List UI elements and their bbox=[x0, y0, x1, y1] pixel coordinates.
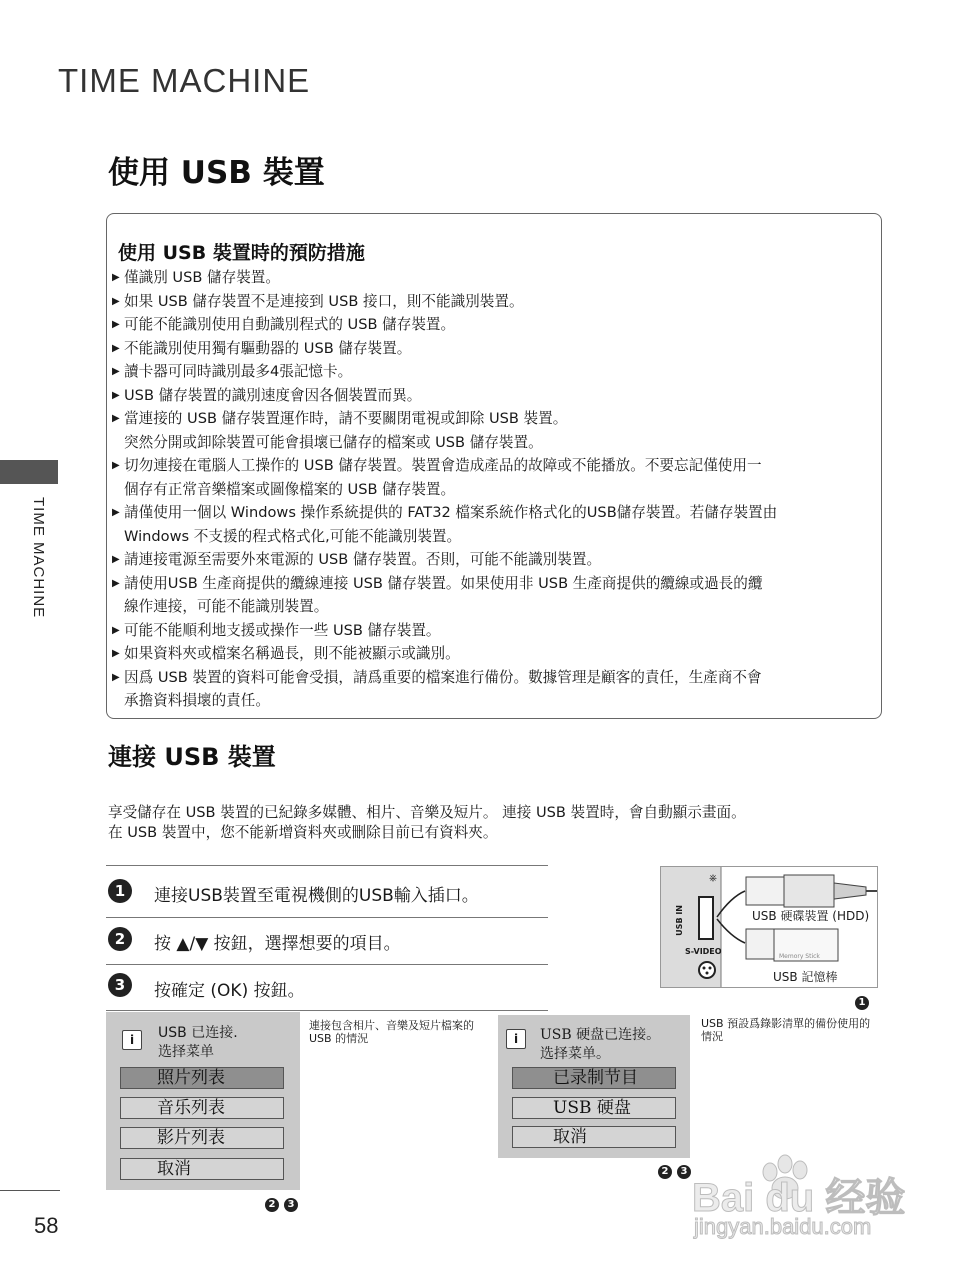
caption-right: USB 預設爲錄影清單的備份使用的 情況 bbox=[701, 1017, 871, 1043]
menu-item-photo-list[interactable]: 照片列表 bbox=[120, 1067, 284, 1089]
list-item: ▶ USB 儲存裝置的識別速度會因各個裝置而異。 bbox=[112, 384, 877, 408]
triangle-bullet-icon: ▶ bbox=[112, 671, 120, 683]
list-item: ▶ 切勿連接在電腦人工操作的 USB 儲存裝置。裝置會造成產品的故障或不能播放。不要忘記僅使用一 個存有正常音樂檔案或圖像檔案的 USB 儲存裝置。 bbox=[112, 454, 877, 501]
intro-line: 在 USB 裝置中，您不能新增資料夾或刪除目前已有資料夾。 bbox=[108, 824, 498, 841]
precautions-list bbox=[112, 266, 877, 713]
step-divider bbox=[106, 1010, 548, 1011]
step-number-3: 3 bbox=[108, 973, 132, 997]
step-marker-2: 2 bbox=[658, 1165, 672, 1179]
intro-line: 享受儲存在 USB 裝置的已紀錄多媒體、相片、音樂及短片。 連接 USB 裝置時，會自動顯示畫面。 bbox=[108, 804, 746, 821]
page-number: 58 bbox=[34, 1213, 59, 1238]
menu-title: USB 硬盘已连接。 选择菜单。 bbox=[540, 1027, 661, 1062]
connect-intro bbox=[108, 803, 888, 843]
step-marker-3: 3 bbox=[677, 1165, 691, 1179]
step-divider bbox=[106, 865, 548, 866]
step-marker-3: 3 bbox=[284, 1198, 298, 1212]
list-item: ▶ 可能不能順利地支援或操作一些 USB 儲存裝置。 bbox=[112, 619, 877, 643]
step-marker-1: 1 bbox=[855, 996, 869, 1010]
usb-menu-panel-right bbox=[498, 1015, 690, 1158]
menu-item-cancel[interactable]: 取消 bbox=[512, 1126, 676, 1148]
info-icon: i bbox=[506, 1029, 526, 1049]
triangle-bullet-icon: ▶ bbox=[112, 507, 120, 518]
step-text-1: 連接USB裝置至電視機側的USB輸入插口。 bbox=[154, 886, 479, 906]
side-section-label: TIME MACHINE bbox=[30, 497, 47, 619]
menu-item-usb-hdd[interactable]: USB 硬盘 bbox=[512, 1097, 676, 1119]
info-icon: i bbox=[122, 1030, 142, 1050]
svideo-port-label: S-VIDEO bbox=[685, 947, 722, 956]
svg-text:⎈: ⎈ bbox=[709, 873, 717, 884]
list-item: ▶ 請使用USB 生產商提供的纜線連接 USB 儲存裝置。如果使用非 USB 生產商提供的纜線或過長的纜 線作連接，可能不能識別裝置。 bbox=[112, 572, 877, 619]
triangle-bullet-icon: ▶ bbox=[112, 577, 120, 589]
list-item: ▶ 如果 USB 儲存裝置不是連接到 USB 接口，則不能識別裝置。 bbox=[112, 290, 877, 314]
side-tab-marker bbox=[0, 460, 58, 484]
menu-item-recorded-programs[interactable]: 已录制节目 bbox=[512, 1067, 676, 1089]
memory-stick-label: Memory Stick bbox=[779, 953, 820, 960]
usb-in-port-label: USB IN bbox=[675, 905, 684, 936]
list-item: ▶ 僅識別 USB 儲存裝置。 bbox=[112, 266, 877, 290]
step-divider bbox=[106, 917, 548, 918]
list-item: ▶ 可能不能識別使用自動識別程式的 USB 儲存裝置。 bbox=[112, 313, 877, 337]
usb-menu-panel-left bbox=[106, 1012, 300, 1190]
list-item: ▶ 當連接的 USB 儲存裝置運作時，請不要關閉電視或卸除 USB 裝置。 突然分開或卸除裝置可能會損壞已儲存的檔案或 USB 儲存裝置。 bbox=[112, 407, 877, 454]
triangle-bullet-icon: ▶ bbox=[112, 342, 120, 354]
triangle-bullet-icon: ▶ bbox=[112, 413, 120, 424]
menu-title: USB 已连接. 选择菜单 bbox=[158, 1025, 238, 1060]
watermark-url: jingyan.baidu.com bbox=[694, 1214, 872, 1239]
list-item: ▶ 因爲 USB 裝置的資料可能會受損，請爲重要的檔案進行備份。數據管理是顧客的責任，生產商不會 承擔資料損壞的責任。 bbox=[112, 666, 877, 713]
usb-device-drawing bbox=[661, 867, 878, 988]
triangle-bullet-icon: ▶ bbox=[112, 460, 120, 471]
list-item: ▶ 如果資料夾或檔案名稱過長，則不能被顯示或識別。 bbox=[112, 642, 877, 666]
list-item: ▶ 讀卡器可同時識別最多4張記憶卡。 bbox=[112, 360, 877, 384]
memory-stick-caption: USB 記憶棒 bbox=[773, 970, 838, 984]
step-number-1: 1 bbox=[108, 879, 132, 903]
precautions-title: 使用 USB 裝置時的預防措施 bbox=[118, 242, 365, 264]
caption-left: 連接包含相片、音樂及短片檔案的 USB 的情況 bbox=[309, 1019, 474, 1045]
page-heading: 使用 USB 裝置 bbox=[108, 155, 325, 191]
triangle-bullet-icon: ▶ bbox=[112, 648, 120, 659]
step-marker-2: 2 bbox=[265, 1198, 279, 1212]
step-text-3: 按確定 (OK) 按鈕。 bbox=[154, 981, 305, 1001]
step-number-2: 2 bbox=[108, 927, 132, 951]
list-item: ▶ 請連接電源至需要外來電源的 USB 儲存裝置。否則，可能不能識別裝置。 bbox=[112, 548, 877, 572]
connect-heading: 連接 USB 裝置 bbox=[108, 743, 276, 771]
menu-item-movie-list[interactable]: 影片列表 bbox=[120, 1127, 284, 1149]
triangle-bullet-icon: ▶ bbox=[112, 295, 120, 307]
header-title: TIME MACHINE bbox=[58, 62, 311, 99]
list-item: ▶ 不能識別使用獨有驅動器的 USB 儲存裝置。 bbox=[112, 337, 877, 361]
menu-item-music-list[interactable]: 音乐列表 bbox=[120, 1097, 284, 1119]
hdd-label: USB 硬碟裝置 (HDD) bbox=[752, 909, 870, 923]
triangle-bullet-icon: ▶ bbox=[112, 389, 120, 401]
step-divider bbox=[106, 964, 548, 965]
triangle-bullet-icon: ▶ bbox=[112, 624, 120, 636]
step-text-2: 按 ▲/▼ 按鈕，選擇想要的項目。 bbox=[154, 934, 401, 954]
triangle-bullet-icon: ▶ bbox=[112, 272, 120, 283]
list-item: ▶ 請僅使用一個以 Windows 操作系統提供的 FAT32 檔案系統作格式化的USB儲存裝置。若儲存裝置由 Windows 不支援的程式格式化,可能不能識別裝置。 bbox=[112, 501, 877, 548]
watermark-brand: Bai du 经验 bbox=[692, 1176, 906, 1220]
menu-item-cancel[interactable]: 取消 bbox=[120, 1158, 284, 1180]
triangle-bullet-icon: ▶ bbox=[112, 366, 120, 377]
footer-divider bbox=[0, 1190, 60, 1191]
triangle-bullet-icon: ▶ bbox=[112, 319, 120, 330]
usb-connection-illustration bbox=[660, 866, 878, 988]
baidu-watermark bbox=[690, 1150, 950, 1260]
triangle-bullet-icon: ▶ bbox=[112, 554, 120, 565]
